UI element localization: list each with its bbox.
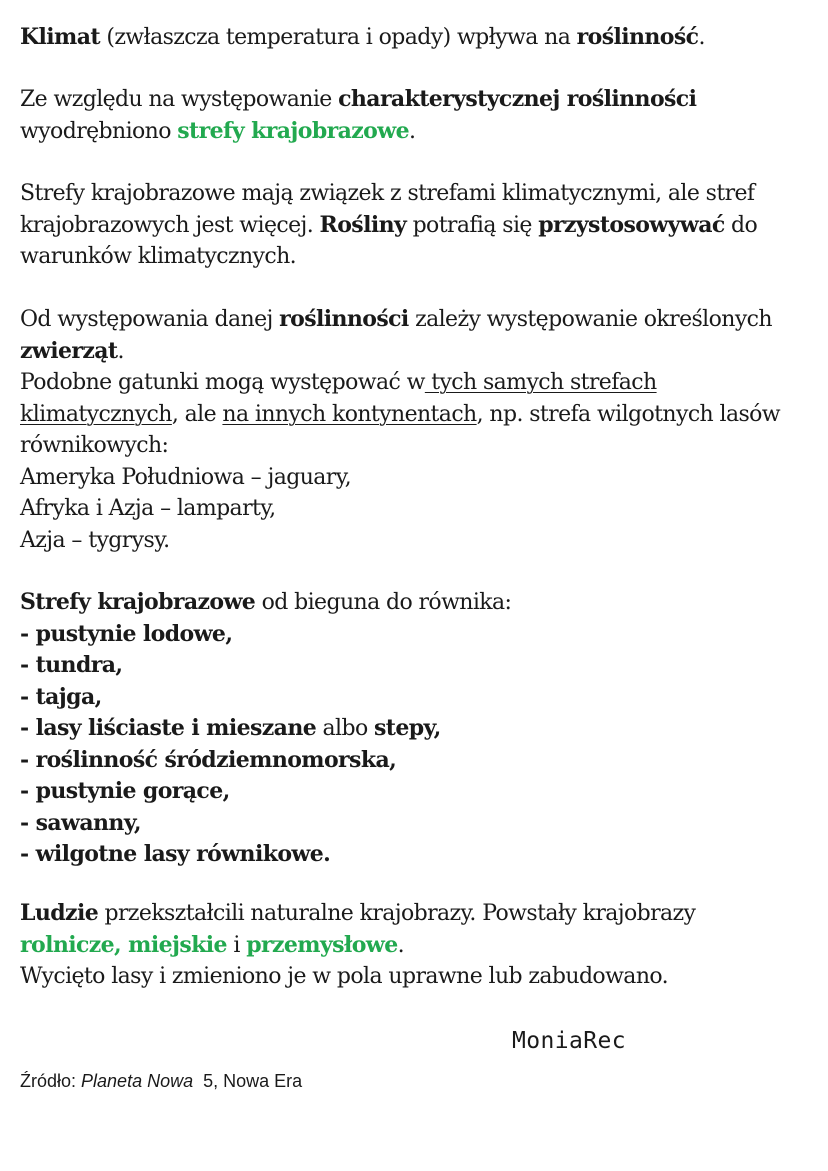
paragraph-zone-list: Strefy krajobrazowe od bieguna do równika: - pustynie lodowe, - tundra, - tajga, - lasy liściaste i mieszane albo stepy, - roślinność śródziemnomorska, - pustynie gorące, - sawanny, - wilgotne lasy równikowe. <box>20 587 820 871</box>
underline-same-zones: tych samych strefach <box>424 370 657 395</box>
list-item: - sawanny, <box>20 809 141 836</box>
paragraph-zones-climate: Strefy krajobrazowe mają związek z strefami klimatycznymi, ale stref krajobrazowych jest więcej. Rośliny potrafią się przystosowywać do warunków klimatycznych. <box>20 181 758 269</box>
underline-climatic: klimatycznych <box>20 401 172 427</box>
source-citation: Źródło: Planeta Nowa 5, Nowa Era <box>20 1071 303 1091</box>
list-item: - wilgotne lasy równikowe. <box>20 841 331 867</box>
list-item: - lasy liściaste i mieszane albo stepy, <box>20 715 441 741</box>
list-item: - pustynie gorące, <box>20 778 230 804</box>
highlight-strefy-krajobrazowe: strefy krajobrazowe <box>177 117 409 144</box>
paragraph-animals: Od występowania danej roślinności zależy występowanie określonych zwierząt. Podobne gatunki mogą występować w tych samych strefach klimatycznych, ale na innych kontynentach, np. strefa wilgotnych lasów równikowych: Ameryka Południowa – jaguary, Afryka i Azja – lamparty, Azja – tygrysy. <box>20 304 820 556</box>
list-item: Ameryka Południowa – jaguary, <box>20 464 352 490</box>
author-signature: MoniaRec <box>512 1028 626 1054</box>
paragraph-zones-intro: Ze względu na występowanie charakterystycznej roślinności wyodrębniono strefy krajobrazowe. <box>20 86 697 144</box>
list-item: - tundra, <box>20 652 123 678</box>
underline-other-continents: na innych kontynentach <box>222 401 477 427</box>
paragraph-humans: Ludzie przekształcili naturalne krajobrazy. Powstały krajobrazy rolnicze, miejskie i przemysłowe. Wycięto lasy i zmieniono je w pola uprawne lub zabudowano. <box>20 900 696 989</box>
list-item: - tajga, <box>20 683 102 710</box>
list-item: - roślinność śródziemnomorska, <box>20 746 397 773</box>
paragraph-climate: Klimat (zwłaszcza temperatura i opady) wpływa na roślinność. <box>20 24 705 50</box>
list-item: Azja – tygrysy. <box>20 527 170 553</box>
list-item: - pustynie lodowe, <box>20 620 233 647</box>
list-item: Afryka i Azja – lamparty, <box>20 496 276 521</box>
